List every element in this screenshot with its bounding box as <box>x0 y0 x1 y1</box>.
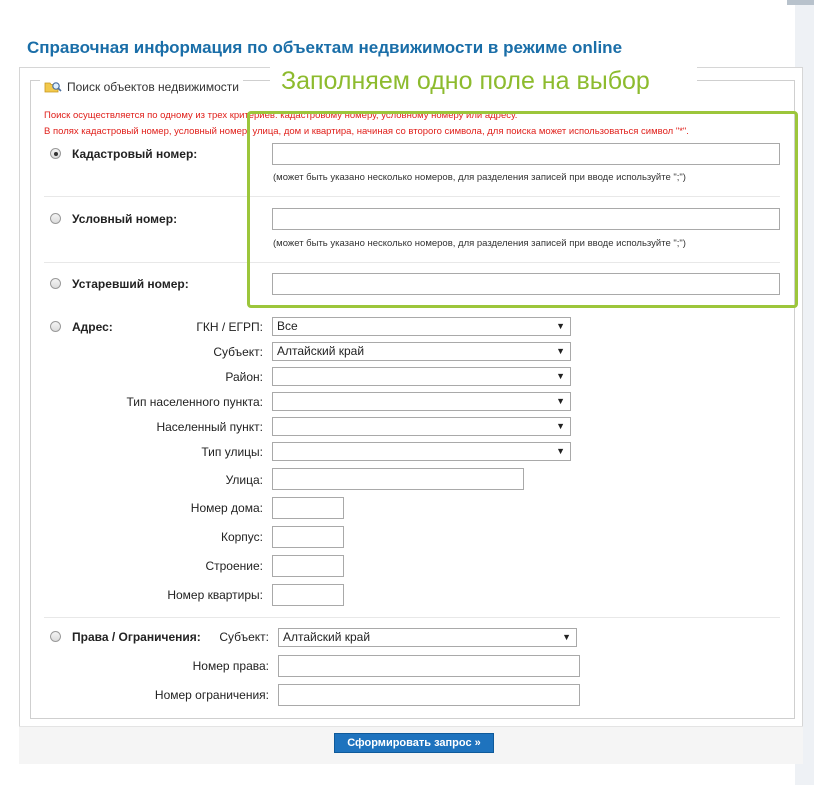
radio-conditional[interactable] <box>50 213 61 224</box>
chevron-down-icon: ▼ <box>556 346 565 356</box>
fieldset-legend <box>40 80 243 94</box>
street-label: Улица: <box>225 473 263 487</box>
restriction-number-label: Номер ограничения: <box>154 688 269 702</box>
note-line-2: В полях кадастровый номер, условный номер, улица, дом и квартира, начиная со второго символа, для поиска может использоваться символ "*". <box>44 126 689 137</box>
chevron-down-icon: ▼ <box>556 321 565 331</box>
chevron-down-icon: ▼ <box>556 421 565 431</box>
subject-select[interactable] <box>272 342 571 361</box>
conditional-label: Условный номер: <box>72 212 178 226</box>
cadastral-label: Кадастровый номер: <box>72 147 198 161</box>
settlement-type-label: Тип населенного пункта: <box>126 395 263 409</box>
street-type-select[interactable] <box>272 442 571 461</box>
radio-cadastral[interactable] <box>50 148 61 159</box>
note-line-1: Поиск осуществляется по одному из трех критериев: кадастровому номеру, условному номеру или адресу. <box>44 110 518 121</box>
settlement-label: Населенный пункт: <box>156 420 263 434</box>
chevron-down-icon: ▼ <box>556 396 565 406</box>
subject-label: Субъект: <box>213 345 263 359</box>
building-input[interactable] <box>272 526 344 548</box>
right-number-input[interactable] <box>278 655 580 677</box>
structure-label: Строение: <box>205 559 263 573</box>
rights-label: Права / Ограничения: <box>72 630 201 644</box>
building-label: Корпус: <box>220 530 263 544</box>
structure-input[interactable] <box>272 555 344 577</box>
chevron-down-icon: ▼ <box>562 632 571 642</box>
legend-text: Поиск объектов недвижимости <box>67 80 240 94</box>
separator <box>44 617 780 618</box>
chevron-down-icon: ▼ <box>556 446 565 456</box>
subject-value: Алтайский край <box>277 344 365 358</box>
highlight-frame <box>247 111 798 308</box>
obsolete-label: Устаревший номер: <box>72 277 189 291</box>
apartment-label: Номер квартиры: <box>167 588 263 602</box>
house-label: Номер дома: <box>190 501 263 515</box>
radio-address[interactable] <box>50 321 61 332</box>
conditional-hint: (может быть указано несколько номеров, для разделения записей при вводе используйте ";") <box>273 238 686 249</box>
street-input[interactable] <box>272 468 524 490</box>
settlement-select[interactable] <box>272 417 571 436</box>
rights-subject-select[interactable] <box>278 628 577 647</box>
radio-rights[interactable] <box>50 631 61 642</box>
district-select[interactable] <box>272 367 571 386</box>
rights-subject-value: Алтайский край <box>283 630 371 644</box>
cadastral-hint: (может быть указано несколько номеров, для разделения записей при вводе используйте ";") <box>273 172 686 183</box>
house-input[interactable] <box>272 497 344 519</box>
district-label: Район: <box>225 370 263 384</box>
search-folder-icon <box>44 80 62 94</box>
settlement-type-select[interactable] <box>272 392 571 411</box>
page-title: Справочная информация по объектам недвижимости в режиме online <box>27 38 623 57</box>
restriction-number-input[interactable] <box>278 684 580 706</box>
address-label: Адрес: <box>72 320 113 334</box>
radio-obsolete[interactable] <box>50 278 61 289</box>
chevron-down-icon: ▼ <box>556 371 565 381</box>
right-number-label: Номер права: <box>192 659 269 673</box>
street-type-label: Тип улицы: <box>201 445 263 459</box>
gkn-value: Все <box>277 319 298 333</box>
gkn-label: ГКН / ЕГРП: <box>196 320 263 334</box>
right-strip-top <box>787 0 814 5</box>
rights-subject-label: Субъект: <box>219 630 269 644</box>
submit-button[interactable]: Сформировать запрос » <box>334 733 494 753</box>
apartment-input[interactable] <box>272 584 344 606</box>
overlay-annotation: Заполняем одно поле на выбор <box>270 63 697 99</box>
gkn-select[interactable] <box>272 317 571 336</box>
